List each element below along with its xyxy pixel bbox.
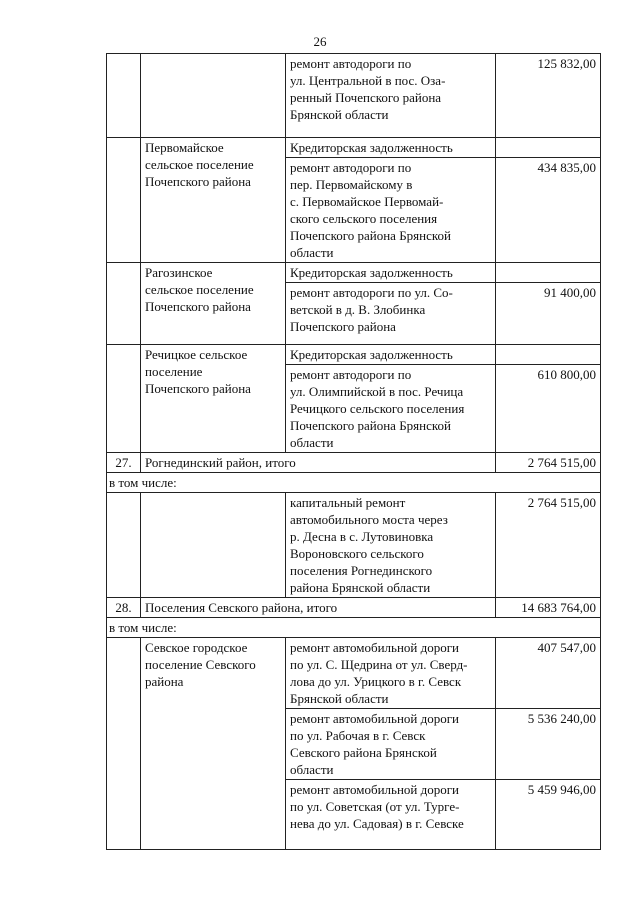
row-number-cell: 27. xyxy=(107,453,141,473)
work-description: ремонт автомобильной дороги по ул. Советская (от ул. Турге- нева до ул. Садовая) в г. Севске xyxy=(286,780,496,850)
table-row xyxy=(107,638,601,709)
row-number-cell xyxy=(107,263,141,345)
amount-cell: 407 547,00 xyxy=(496,638,601,709)
work-description: Кредиторская задолженность xyxy=(286,345,496,365)
including-label: в том числе: xyxy=(107,618,601,638)
settlement-name: Первомайское сельское поселение Почепского района xyxy=(141,138,286,263)
amount-cell: 14 683 764,00 xyxy=(496,598,601,618)
row-number-cell xyxy=(107,138,141,263)
row-number-cell xyxy=(107,638,141,850)
table-row xyxy=(107,453,601,473)
work-description: ремонт автомобильной дороги по ул. С. Щедрина от ул. Сверд- лова до ул. Урицкого в г. Севск Брянской области xyxy=(286,638,496,709)
amount-cell: 5 536 240,00 xyxy=(496,709,601,780)
work-description: Кредиторская задолженность xyxy=(286,138,496,158)
table-row xyxy=(107,598,601,618)
settlement-name: Рагозинское сельское поселение Почепского района xyxy=(141,263,286,345)
work-description: ремонт автомобильной дороги по ул. Рабочая в г. Севск Севского района Брянской области xyxy=(286,709,496,780)
including-label: в том числе: xyxy=(107,473,601,493)
table-row xyxy=(107,618,601,638)
settlement-cell xyxy=(141,54,286,138)
amount-cell: 91 400,00 xyxy=(496,283,601,345)
amount-cell xyxy=(496,138,601,158)
work-description: ремонт автодороги по ул. Со- ветской в д. В. Злобинка Почепского района xyxy=(286,283,496,345)
row-number-cell xyxy=(107,54,141,138)
table-row xyxy=(107,54,601,138)
district-total-name: Поселения Севского района, итого xyxy=(141,598,496,618)
amount-cell: 5 459 946,00 xyxy=(496,780,601,850)
row-number-cell xyxy=(107,345,141,453)
table-row xyxy=(107,493,601,598)
page-number: 26 xyxy=(313,34,327,49)
district-total-name: Рогнединский район, итого xyxy=(141,453,496,473)
work-description: ремонт автодороги по пер. Первомайскому в с. Первомайское Первомай- ского сельского поселения Почепского района Брянской области xyxy=(286,158,496,263)
row-number-cell: 28. xyxy=(107,598,141,618)
amount-cell: 434 835,00 xyxy=(496,158,601,263)
table-row xyxy=(107,345,601,365)
table-row xyxy=(107,473,601,493)
funding-table xyxy=(106,53,601,850)
amount-cell: 610 800,00 xyxy=(496,365,601,453)
work-description: ремонт автодороги по ул. Центральной в пос. Оза- ренный Почепского района Брянской области xyxy=(286,54,496,138)
settlement-cell xyxy=(141,493,286,598)
amount-cell: 2 764 515,00 xyxy=(496,453,601,473)
amount-cell: 125 832,00 xyxy=(496,54,601,138)
settlement-name: Севское городское поселение Севского района xyxy=(141,638,286,850)
settlement-name: Речицкое сельское поселение Почепского района xyxy=(141,345,286,453)
amount-cell xyxy=(496,345,601,365)
work-description: Кредиторская задолженность xyxy=(286,263,496,283)
amount-cell xyxy=(496,263,601,283)
table-row xyxy=(107,138,601,158)
row-number-cell xyxy=(107,493,141,598)
table-row xyxy=(107,263,601,283)
amount-cell: 2 764 515,00 xyxy=(496,493,601,598)
work-description: ремонт автодороги по ул. Олимпийской в пос. Речица Речицкого сельского поселения Почепского района Брянской области xyxy=(286,365,496,453)
work-description: капитальный ремонт автомобильного моста через р. Десна в с. Лутовиновка Вороновского сельского поселения Рогнединского района Брянской области xyxy=(286,493,496,598)
